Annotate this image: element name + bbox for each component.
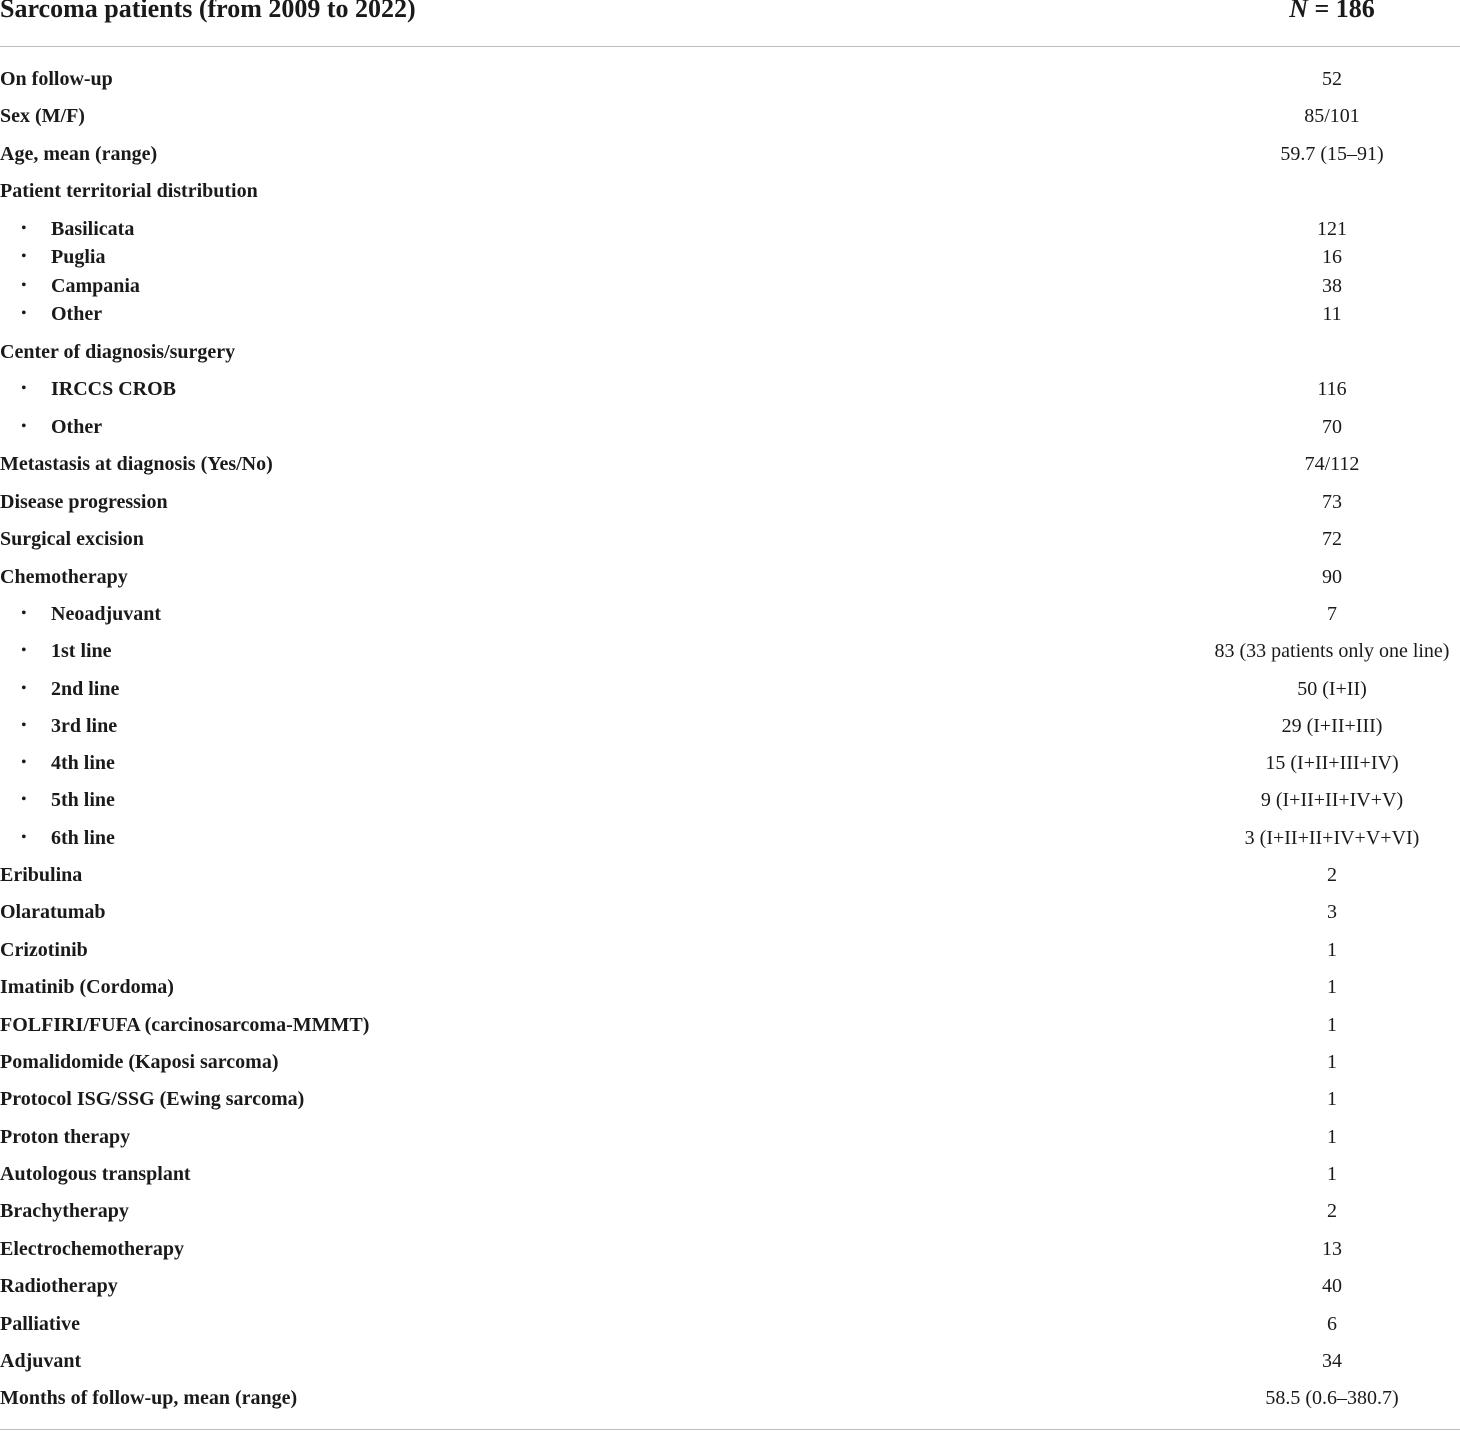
- bullet-icon: •: [21, 680, 27, 697]
- table-row: [0, 1271, 1460, 1301]
- table-row: [0, 1047, 1460, 1077]
- row-label: Disease progression: [0, 491, 168, 513]
- row-value: 1: [1327, 1126, 1337, 1148]
- row-value: 116: [1317, 378, 1347, 400]
- row-label: Autologous transplant: [0, 1163, 191, 1185]
- row-label: On follow-up: [0, 68, 113, 90]
- row-label: Months of follow-up, mean (range): [0, 1387, 298, 1409]
- row-label: 1st line: [51, 640, 112, 662]
- row-label: IRCCS CROB: [51, 378, 177, 400]
- table-row: [0, 1346, 1460, 1376]
- row-value: 2: [1327, 1200, 1337, 1222]
- table-row: [0, 897, 1460, 927]
- row-value: 1: [1327, 1163, 1337, 1185]
- bullet-icon: •: [21, 220, 27, 237]
- row-value: 85/101: [1304, 105, 1360, 127]
- row-label: Puglia: [51, 246, 106, 268]
- table-row: [0, 1010, 1460, 1040]
- row-label: Neoadjuvant: [51, 603, 162, 625]
- header-value-number: = 186: [1307, 0, 1375, 23]
- bullet-icon: •: [21, 248, 27, 265]
- row-label: 5th line: [51, 789, 115, 811]
- row-label: Proton therapy: [0, 1126, 131, 1148]
- row-label: Campania: [51, 275, 140, 297]
- row-label: Chemotherapy: [0, 566, 128, 588]
- bullet-icon: •: [21, 277, 27, 294]
- row-value: 74/112: [1304, 453, 1360, 475]
- row-label: Basilicata: [51, 218, 135, 240]
- table-row: [0, 562, 1460, 592]
- row-label: Other: [51, 416, 103, 438]
- row-label: Metastasis at diagnosis (Yes/No): [0, 453, 273, 475]
- row-label: Pomalidomide (Kaposi sarcoma): [0, 1051, 279, 1073]
- table-row: [0, 524, 1460, 554]
- table-header: [0, 0, 1460, 47]
- row-value: 2: [1327, 864, 1337, 886]
- row-label: Other: [51, 303, 103, 325]
- row-value: 50 (I+II): [1297, 678, 1367, 700]
- row-label: 6th line: [51, 827, 115, 849]
- row-label: Patient territorial distribution: [0, 180, 258, 202]
- row-value: 1: [1327, 1051, 1337, 1073]
- row-value: 58.5 (0.6–380.7): [1265, 1387, 1399, 1409]
- row-label: Olaratumab: [0, 901, 106, 923]
- row-label: Sex (M/F): [0, 105, 85, 127]
- table-row: [0, 64, 1460, 94]
- row-label: Age, mean (range): [0, 143, 158, 165]
- row-value: 34: [1322, 1350, 1342, 1372]
- row-label: Eribulina: [0, 864, 83, 886]
- row-value: 70: [1322, 416, 1342, 438]
- table-row: [0, 214, 1460, 244]
- table-row: [0, 1234, 1460, 1264]
- row-label: Brachytherapy: [0, 1200, 129, 1222]
- bullet-icon: •: [21, 791, 27, 808]
- bullet-icon: •: [21, 305, 27, 322]
- row-label: 2nd line: [51, 678, 120, 700]
- row-label: Imatinib (Cordoma): [0, 976, 174, 998]
- row-value: 90: [1322, 566, 1342, 588]
- bullet-icon: •: [21, 829, 27, 846]
- table-row: [0, 972, 1460, 1002]
- table-row: [0, 860, 1460, 890]
- row-value: 3: [1327, 901, 1337, 923]
- row-label: 3rd line: [51, 715, 118, 737]
- table-row: [0, 1159, 1460, 1189]
- header-value-variable: N: [1289, 0, 1308, 23]
- row-value: 38: [1322, 275, 1342, 297]
- table-row: [0, 748, 1460, 778]
- table-row: [0, 449, 1460, 479]
- row-label: Crizotinib: [0, 939, 88, 961]
- row-value: 13: [1322, 1238, 1342, 1260]
- row-value: 40: [1322, 1275, 1342, 1297]
- table-row: [0, 785, 1460, 815]
- row-value: 7: [1327, 603, 1337, 625]
- table-row: [0, 374, 1460, 404]
- row-label: Center of diagnosis/surgery: [0, 341, 236, 363]
- bullet-icon: •: [21, 642, 27, 659]
- header-label: Sarcoma patients (from 2009 to 2022): [0, 0, 416, 23]
- table-row: [0, 599, 1460, 629]
- header-value: [1205, 0, 1459, 24]
- table-row: [0, 1196, 1460, 1226]
- bullet-icon: •: [21, 418, 27, 435]
- table-row: [0, 1122, 1460, 1152]
- row-value: 15 (I+II+III+IV): [1265, 752, 1399, 774]
- table-row: [0, 176, 1460, 206]
- table-row: [0, 412, 1460, 442]
- bullet-icon: •: [21, 754, 27, 771]
- row-value: 29 (I+II+III): [1281, 715, 1383, 737]
- row-label: FOLFIRI/FUFA (carcinosarcoma-MMMT): [0, 1014, 370, 1036]
- row-value: 9 (I+II+II+IV+V): [1260, 789, 1404, 811]
- table-row: [0, 823, 1460, 853]
- bullet-icon: •: [21, 717, 27, 734]
- row-label: Protocol ISG/SSG (Ewing sarcoma): [0, 1088, 305, 1110]
- row-value: 16: [1322, 246, 1342, 268]
- row-label: 4th line: [51, 752, 115, 774]
- table-row: [0, 337, 1460, 367]
- row-value: 1: [1327, 1014, 1337, 1036]
- bullet-icon: •: [21, 380, 27, 397]
- row-value: 6: [1327, 1313, 1337, 1335]
- row-value: 73: [1322, 491, 1342, 513]
- row-label: Palliative: [0, 1313, 80, 1335]
- table-row: [0, 1084, 1460, 1114]
- row-value: 72: [1322, 528, 1342, 550]
- row-value: 1: [1327, 976, 1337, 998]
- bullet-icon: •: [21, 605, 27, 622]
- row-label: Electrochemotherapy: [0, 1238, 185, 1260]
- row-value: 1: [1327, 1088, 1337, 1110]
- row-value: 52: [1322, 68, 1342, 90]
- table-row: [0, 1309, 1460, 1339]
- table-row: [0, 299, 1460, 329]
- table-row: [0, 487, 1460, 517]
- row-value: 3 (I+II+II+IV+V+VI): [1244, 827, 1420, 849]
- table-row: [0, 271, 1460, 301]
- table-row: [0, 935, 1460, 965]
- bottom-rule: [0, 1429, 1460, 1430]
- row-value: 1: [1327, 939, 1337, 961]
- table-row: [0, 711, 1460, 741]
- table-row: [0, 1383, 1460, 1413]
- row-value: 59.7 (15–91): [1280, 143, 1384, 165]
- row-value: 11: [1322, 303, 1342, 325]
- table-row: [0, 636, 1460, 666]
- row-label: Surgical excision: [0, 528, 144, 550]
- table-row: [0, 101, 1460, 131]
- row-value: 121: [1317, 218, 1347, 240]
- table-row: [0, 139, 1460, 169]
- row-label: Adjuvant: [0, 1350, 82, 1372]
- table-row: [0, 242, 1460, 272]
- row-value: 83 (33 patients only one line): [1214, 640, 1450, 662]
- row-label: Radiotherapy: [0, 1275, 118, 1297]
- table-row: [0, 674, 1460, 704]
